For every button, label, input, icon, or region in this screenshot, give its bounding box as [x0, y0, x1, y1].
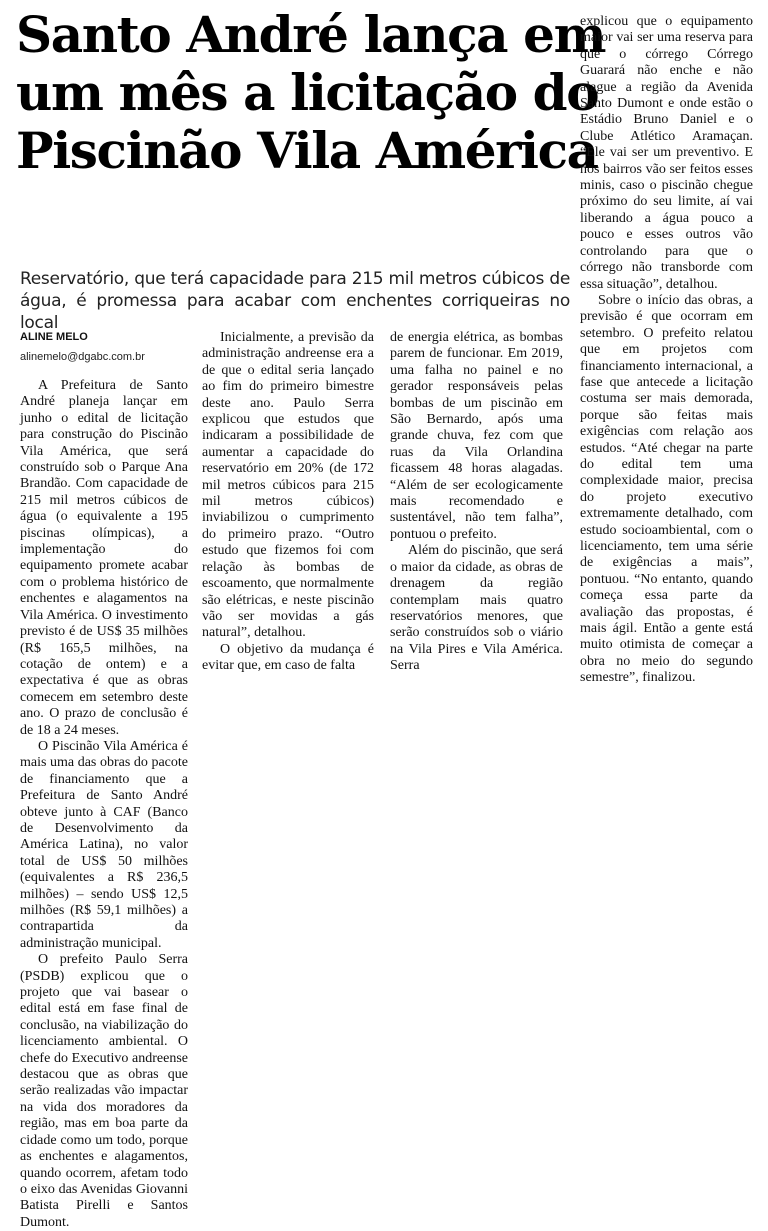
author-name: ALINE MELO: [20, 331, 88, 343]
paragraph: explicou que o equipamento maior vai ser uma reserva para que o córrego Córrego Guarará não enche e não alague a região da Avenida Santo Dumont e onde estão o Estádio Bruno Daniel e o Clube Atlético Aramaçan. “Ele vai ser um preventivo. E nos bairros vão ser feitos esses minis, caso o piscinão chegue próximo do seu limite, aí vai liberando a água pouco a pouco e esses outros vão controlando para que o córrego não transborde com essa situação”, detalhou.: [580, 14, 753, 292]
paragraph: O Piscinão Vila América é mais uma das obras do pacote de financiamento que a Prefeitura de Santo André obteve junto à CAF (Banco de Desenvolvimento da América Latina), no valor total de US$ 50 milhões (equivalentes a R$ 236,5 milhões) – sendo US$ 12,5 milhões (R$ 59,1 milhões) a contrapartida da administração municipal.: [20, 738, 188, 951]
paragraph: Além do piscinão, que será o maior da cidade, as obras de drenagem da região contemplam mais quatro reservatórios menores, que serão construídos sob o viário na Vila Pires e Vila América. Serra: [390, 543, 563, 674]
headline: [16, 5, 606, 180]
paragraph: A Prefeitura de Santo André planeja lançar em junho o edital de licitação para construção do Piscinão Vila América, que será construído sob o Parque Ana Brandão. Com capacidade de 215 mil metros cúbicos de água (o equivalente a 195 piscinas olímpicas), a implementação do equipamento promete acabar com o problema histórico de enchentes e alagamentos na Vila América. O investimento previsto é de US$ 35 milhões (R$ 165,5 milhões, na cotação de ontem) e a expectativa é que as obras comecem em setembro deste ano. O prazo de conclusão é de 18 a 24 meses.: [20, 378, 188, 738]
paragraph: de energia elétrica, as bombas parem de funcionar. Em 2019, uma falha no painel e no gerador responsáveis pelas bombas de um piscinão em São Bernardo, após uma grande chuva, fez com que ruas da Vila Orlandina ficassem 48 horas alagadas. “Além de ser ecologicamente mais recomendado e sustentável, não tem falha”, pontuou o prefeito.: [390, 330, 563, 542]
headline-line: Santo André lança em: [16, 5, 606, 64]
headline-line: um mês a licitação do: [16, 63, 599, 122]
paragraph: O objetivo da mudança é evitar que, em caso de falta: [202, 641, 374, 674]
paragraph: O prefeito Paulo Serra (PSDB) explicou que o projeto que vai basear o edital está em fase final de conclusão, na viabilização do licenciamento ambiental. O chefe do Executivo andreense destacou que as obras que serão realizadas vão impactar na vida dos moradores da região, mas em boa parte da cidade como um todo, porque as enchentes e alagamentos, quando ocorrem, afetam todo o eixo das Avenidas Giovanni Batista Pirelli e Santos Dumont.: [20, 952, 188, 1230]
byline: [20, 330, 200, 364]
article-column-1: [20, 378, 188, 1231]
article-column-3: [390, 330, 563, 675]
paragraph: Inicialmente, a previsão da administração andreense era a de que o edital seria lançado ao fim do primeiro bimestre deste ano. Paulo Serra explicou que estudos que indicaram a possibilidade de aumentar a capacidade do reservatório em 20% (de 172 mil metros cúbicos para 215 mil metros cúbicos) inviabilizou o cumprimento do primeiro prazo. “Outro estudo que fizemos foi com relação às bombas de escoamento, que normalmente são elétricas, e neste piscinão vão ser movidas a gás natural”, detalhou.: [202, 330, 374, 641]
headline-line: Piscinão Vila América: [16, 121, 598, 180]
paragraph: Sobre o início das obras, a previsão é que ocorram em setembro. O prefeito relatou que em projetos com financiamento internacional, a fase que antecede a licitação costuma ser mais demorada, porque são feitas mais exigências com relação aos estudos. “Até chegar na parte do edital tem uma complexidade maior, precisa do projeto executivo extremamente detalhado, com estudo socioambiental, com o licenciamento, tem uma série de exigências a mais”, pontuou. “No entanto, quando começa essa parte da avaliação das propostas, é mais ágil. Então a gente está muito otimista de começar a obra no meio do segundo semestre”, finalizou.: [580, 292, 753, 686]
article-column-2: [202, 330, 374, 675]
subheadline: Reservatório, que terá capacidade para 215 mil metros cúbicos de água, é promessa para acabar com enchentes corriqueiras no local: [20, 269, 570, 333]
article-column-4: [580, 14, 753, 687]
author-email: alinemelo@dgabc.com.br: [20, 351, 145, 363]
